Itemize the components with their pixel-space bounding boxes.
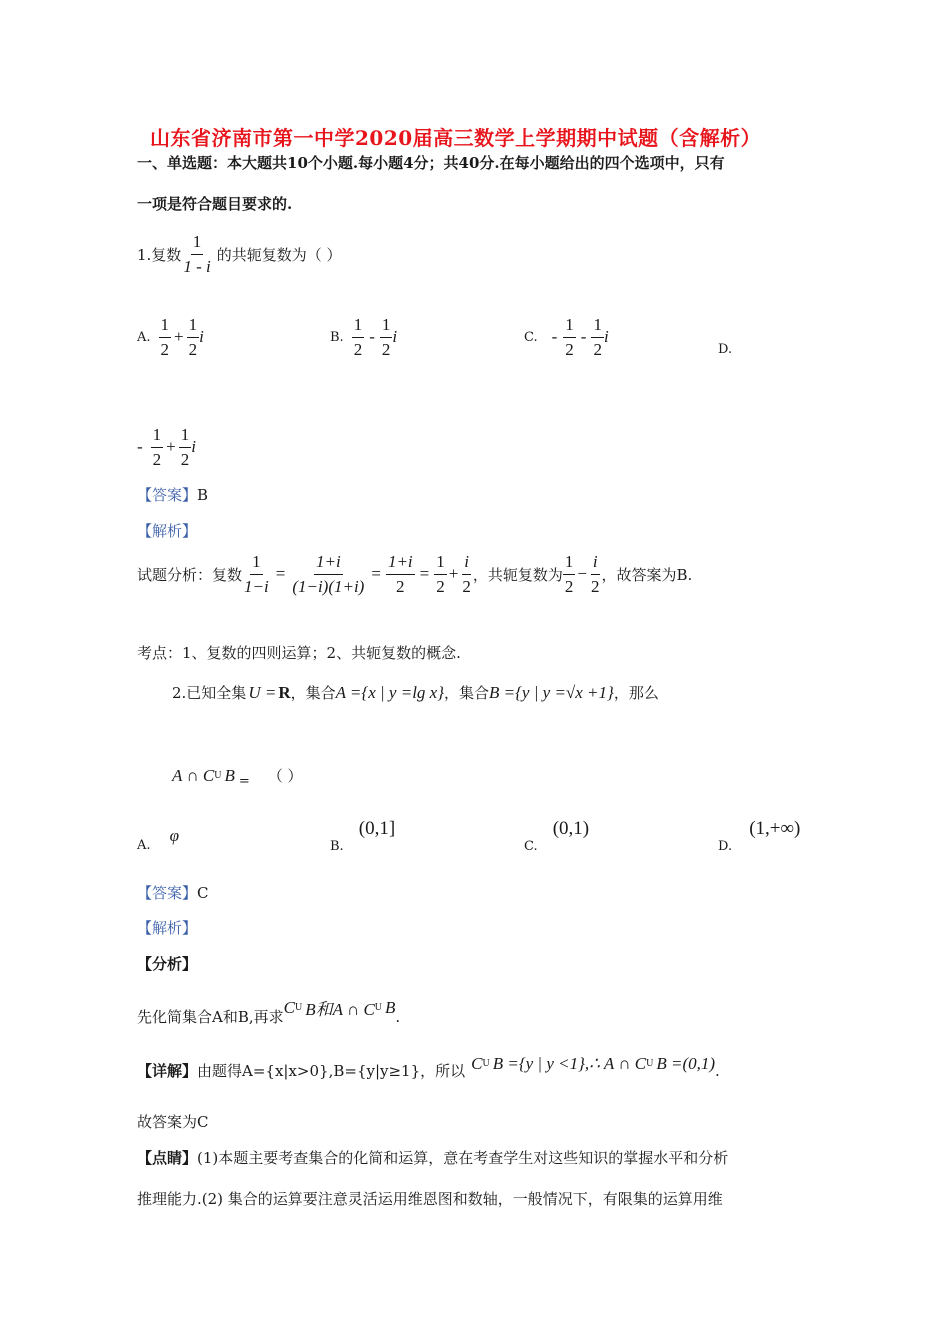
imag-unit: i [191, 437, 196, 457]
dianjing-tag: 【点睛】 [137, 1149, 198, 1167]
q2-option-d[interactable]: $_{D.}$ (1,+∞) [718, 818, 801, 854]
q1-analysis-tag: 【解析】 [137, 522, 198, 540]
analysis-prefix: 试题分析：复数 [137, 565, 243, 584]
sign: - [137, 437, 143, 457]
q1-frac-den: 1 - i [183, 256, 211, 276]
q1-suffix: 的共轭复数为（ ） [216, 245, 342, 264]
q1-kaodian: 考点：1、复数的四则运算；2、共轭复数的概念. [137, 644, 461, 662]
q2-fenxi: 先化简集合A和B,再求 C U B和A ∩ C U B . [137, 988, 400, 1027]
question-1 [137, 232, 341, 276]
q2-real-set: R [278, 682, 291, 702]
q2-dianjing-line1: 【点睛】(1)本题主要考查集合的化简和运算，意在考查学生对这些知识的掌握水平和分析 [137, 1149, 729, 1167]
q1-analysis: 试题分析：复数 $\frac{1}{1-i}$ = $\frac{1+i}{(1-i)(1+i)}$ = $\frac{1+i}{2}$ = $\frac{1}{2}$ + $\frac{i}{2}$ ，共轭复数为 $\frac{1}{2}$ − $\frac{i}{2}$ ，故答案为B. [137, 552, 693, 596]
q2-xiangjie: 【详解】 由题得A={x|x>0},B={y|y≥1}，所以 C U B ={y | y <1},∴ A ∩ C U B =(0,1) . [137, 1053, 720, 1080]
q2-option-c[interactable]: $_{C.}$ (0,1) [524, 818, 590, 854]
section-heading-line2: 一项是符合题目要求的. [137, 195, 293, 213]
q1-option-a[interactable] [137, 315, 204, 359]
sign: - [551, 327, 558, 347]
answer-tag: 【答案】 [137, 884, 198, 902]
page-title: 山东省济南市第一中学2020届高三数学上学期期中试题（含解析） [150, 126, 762, 150]
q1-fraction [181, 232, 212, 276]
answer-value: B [197, 486, 209, 504]
xiangjie-text: 由题得A={x|x>0},B={y|y≥1}，所以 [197, 1062, 466, 1080]
q1-prefix: 1.复数 [137, 245, 182, 264]
q2-option-b[interactable]: $_{B.}$ (0,1] [330, 818, 396, 854]
q1-frac-num: 1 [191, 232, 204, 255]
half-fraction: $\frac{1}{2}$ [180, 425, 190, 469]
half-fraction: $\frac{1}{2}$ [564, 552, 574, 596]
q2-analysis-tag: 【解析】 [137, 919, 198, 937]
half-fraction: $\frac{1}{2}$ [353, 315, 363, 359]
imag-unit: i [603, 327, 609, 347]
step-fraction-1: $\frac{1}{1-i}$ [244, 552, 269, 596]
step-fraction-2: $\frac{1+i}{(1-i)(1+i)}$ [292, 552, 365, 596]
q2-eq: = [238, 774, 250, 789]
half-fraction: $\frac{1}{2}$ [160, 315, 170, 359]
q1-option-c[interactable] [524, 315, 609, 359]
half-fraction: $\frac{1}{2}$ [381, 315, 391, 359]
q2-final: 故答案为C [137, 1113, 209, 1131]
half-fraction: $\frac{1}{2}$ [565, 315, 574, 359]
q2-set-b: B ={y | y =√x +1} [489, 682, 614, 702]
option-label: B. [330, 329, 344, 345]
q2-expression: A ∩ C U B = （ ） [172, 765, 303, 789]
q2-dianjing-line2: 推理能力.(2) 集合的运算要注意灵活运用维恩图和数轴，一般情况下，有限集的运算用维 [137, 1190, 723, 1208]
half-fraction: $\frac{1}{2}$ [152, 425, 162, 469]
xiangjie-result: B =(0,1) [656, 1053, 716, 1073]
imag-unit: i [199, 327, 204, 347]
q2-paren: （ ） [267, 767, 303, 785]
q2-expr: A ∩ C [172, 765, 215, 785]
imag-unit: i [392, 327, 398, 347]
q1-answer [137, 484, 208, 505]
i-half-fraction: $\frac{i}{2}$ [590, 552, 600, 596]
q1-option-d[interactable] [137, 425, 196, 469]
operator: - [369, 327, 375, 347]
option-label: A. [137, 329, 151, 345]
operator: - [580, 327, 587, 347]
q2-fenxi-tag: 【分析】 [137, 955, 198, 973]
fenxi-text: 先化简集合A和B,再求 [137, 1008, 284, 1026]
step-fraction-3: $\frac{1+i}{2}$ [387, 552, 413, 596]
half-fraction: $\frac{1}{2}$ [436, 552, 445, 596]
xiangjie-tag: 【详解】 [137, 1062, 198, 1080]
q2-set-a-label: ，集合 [290, 684, 336, 702]
q1-option-b[interactable] [330, 315, 397, 359]
option-label: C. [524, 329, 538, 345]
operator: + [166, 437, 176, 457]
question-2 [172, 682, 659, 703]
q2-set-a: A ={x | y =lg x} [335, 682, 445, 702]
xiangjie-expr: B ={y | y <1},∴ A ∩ C [492, 1053, 647, 1073]
q2-universal: U = [248, 682, 277, 702]
operator: + [174, 327, 184, 347]
q2-answer [137, 882, 209, 903]
conj-text: ，共轭复数为 [472, 565, 563, 584]
section-heading-line1: 一、单选题：本大题共10个小题.每小题4分；共40分.在每小题给出的四个选项中，只有 [137, 154, 725, 172]
half-fraction: $\frac{1}{2}$ [188, 315, 198, 359]
q2-prefix: 2.已知全集 [172, 684, 247, 702]
q2-then: ，那么 [613, 684, 659, 702]
q1-option-d-label[interactable]: D. [718, 342, 733, 357]
q2-set-b-label: ，集合 [444, 684, 490, 702]
conclusion: ，故答案为B. [601, 565, 693, 584]
answer-tag: 【答案】 [137, 486, 198, 504]
answer-value: C [197, 884, 209, 902]
q2-option-a[interactable]: $_{A.}$ φ [137, 826, 180, 853]
half-fraction: $\frac{1}{2}$ [593, 315, 602, 359]
fenxi-and: B和A ∩ C [305, 1000, 375, 1019]
i-half-fraction: $\frac{i}{2}$ [462, 552, 471, 596]
